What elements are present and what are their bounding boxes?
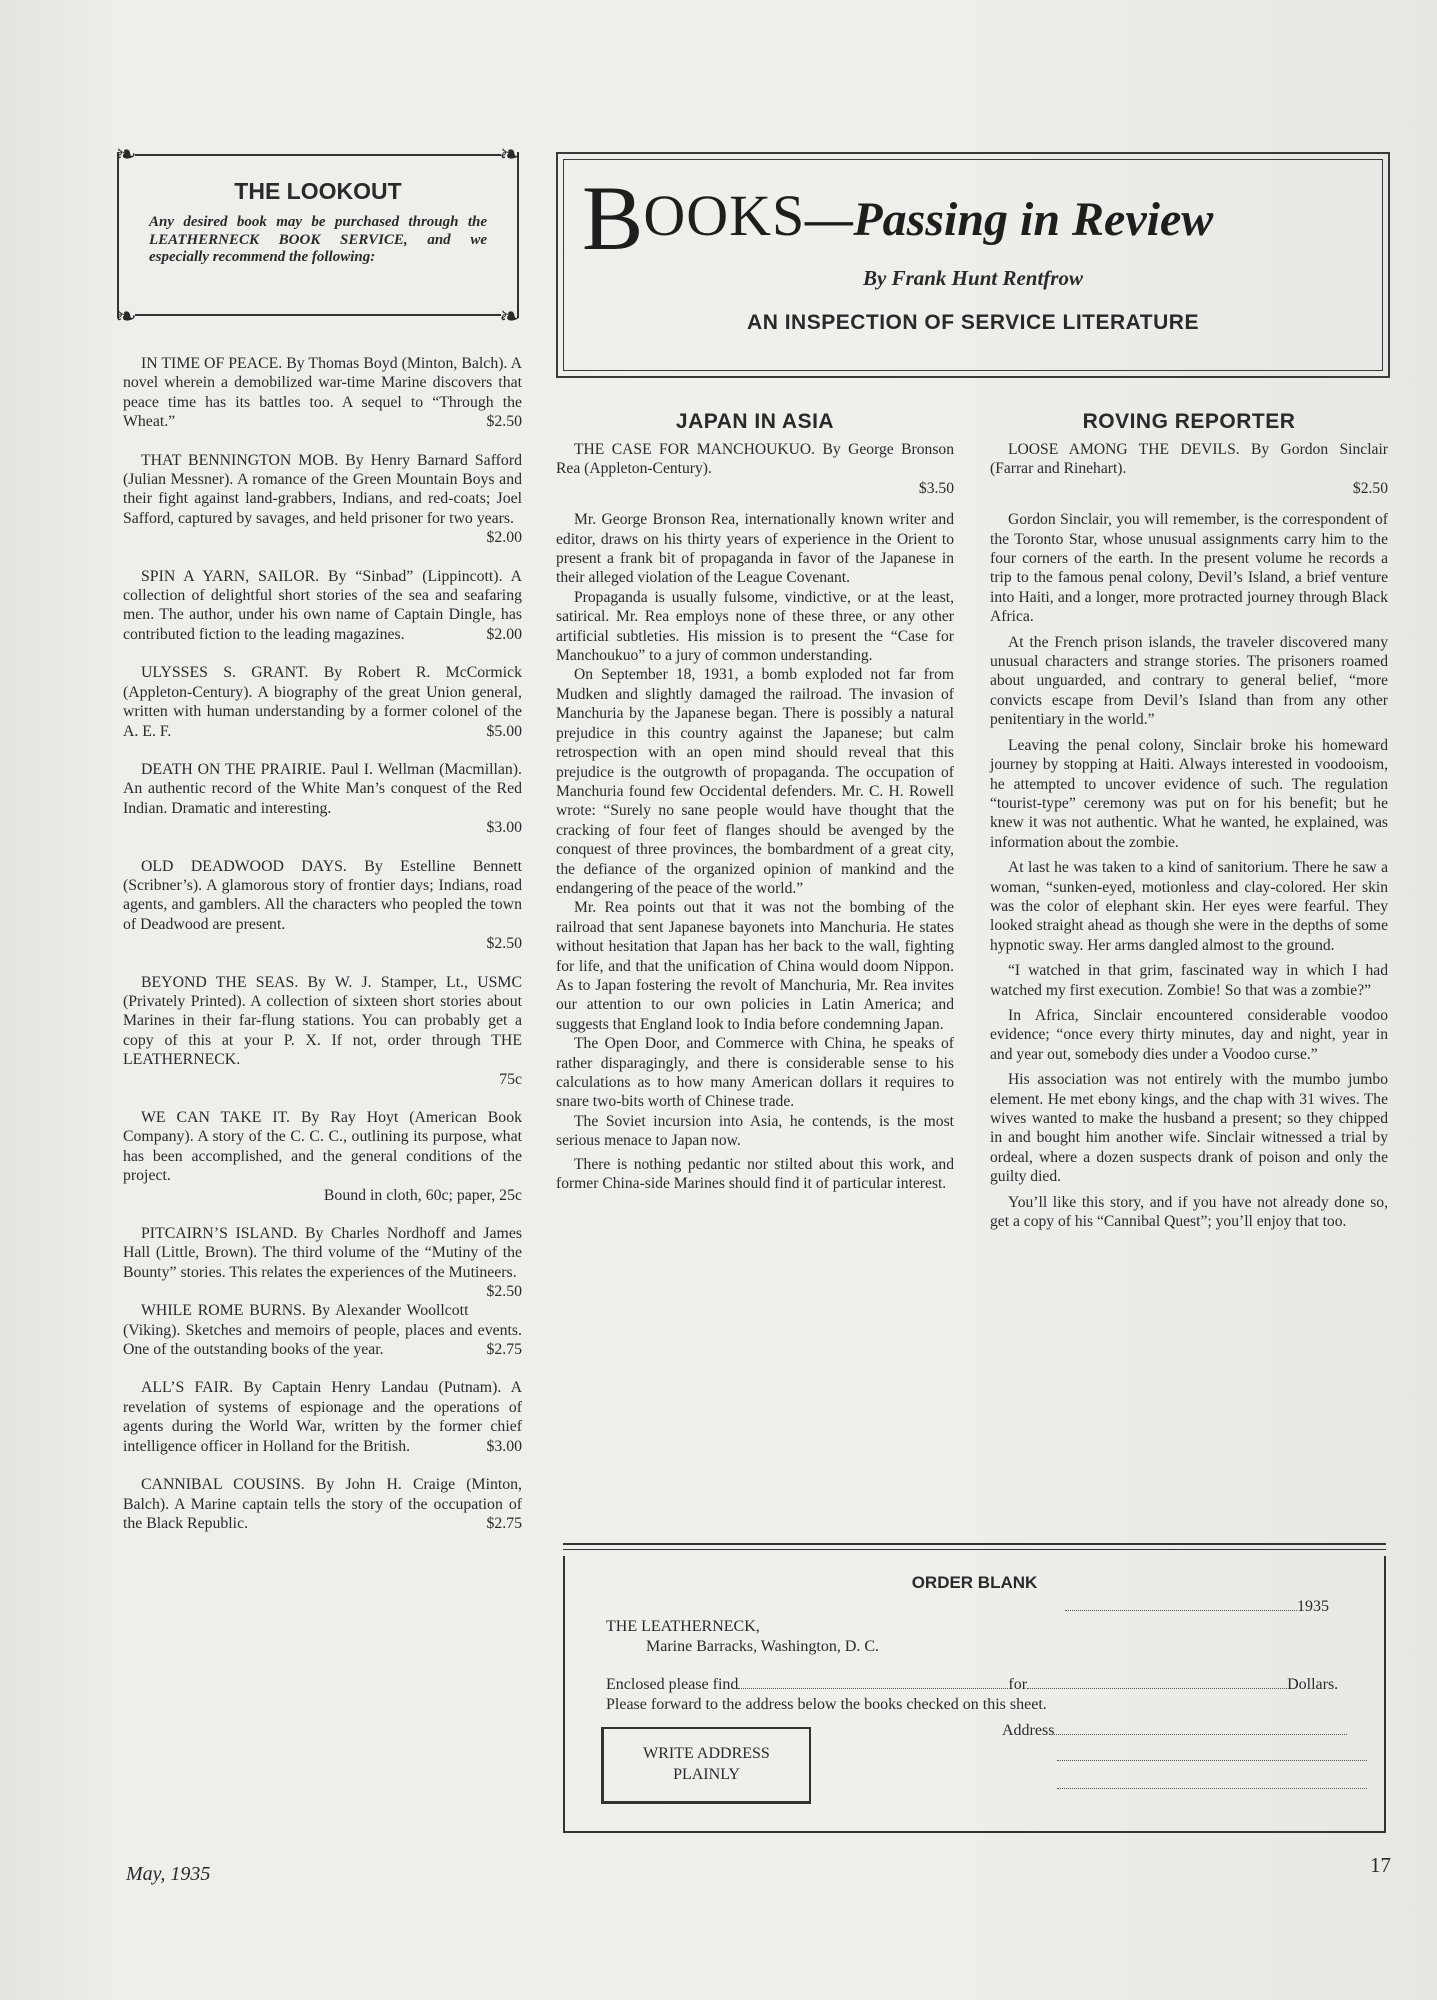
book-entry: SPIN A YARN, SAILOR. By “Sinbad” (Lippincott). A collection of delightful short stories of the sea and seafaring men. The author, under his own name of Captain Dingle, has contributed fiction to the leading magazines. $2.00: [123, 567, 522, 643]
dollars-blank[interactable]: [1027, 1687, 1287, 1689]
ornament-icon: ❧: [115, 302, 137, 332]
ornament-icon: ❧: [499, 302, 521, 332]
review-paragraph: Mr. Rea points out that it was not the bombing of the railroad that sent Japanese bayonets into Manchuria. He states without hesitation that Japan has her back to the wall, fighting for life, and that the unification of China would doom Nippon. As to Japan fostering the revolt of Manchuria, Mr. Rea invites our attention to our own policies in Latin America; and suggests that England look to India before condemning Japan.: [556, 899, 954, 1033]
section-heading: JAPAN IN ASIA: [675, 410, 835, 433]
lookout-book-list: [123, 354, 522, 1552]
book-entry: OLD DEADWOOD DAYS. By Estelline Bennett (Scribner’s). A glamorous story of frontier days; Indians, road agents, and gamblers. All the characters who peopled the town of Deadwood are present. $2.50: [123, 857, 522, 953]
book-citation: LOOSE AMONG THE DEVILS. By Gordon Sinclair (Farrar and Rinehart).: [990, 441, 1388, 478]
address-blank[interactable]: [1057, 1787, 1367, 1789]
address-line[interactable]: Address: [1002, 1722, 1347, 1740]
lookout-box: [115, 140, 521, 332]
banner-title-initial: B: [582, 167, 644, 269]
address-blank[interactable]: [1057, 1759, 1367, 1761]
book-entry: PITCAIRN’S ISLAND. By Charles Nordhoff and James Hall (Little, Brown). The third volume of the “Mutiny of the Bounty” stories. This relates the experiences of the Mutineers. $2.50: [123, 1225, 522, 1301]
address-blank[interactable]: [1054, 1733, 1347, 1735]
page-number: 17: [1370, 1853, 1391, 1877]
review-paragraph: Leaving the penal colony, Sinclair broke his homeward journey by stopping at Haiti. Always interested in voodooism, he attempted to uncover evidence of such. The regulation “tourist-type” ceremony was put on for his benefit; but he knew it was not authentic. What he wanted, he explained, was information about the zombie.: [990, 736, 1388, 851]
banner-tagline: AN INSPECTION OF SERVICE LITERATURE: [747, 311, 1199, 334]
books-banner: [556, 152, 1390, 378]
order-title: ORDER BLANK: [911, 1573, 1038, 1592]
lookout-title: THE LOOKOUT: [234, 178, 402, 204]
review-paragraph: On September 18, 1931, a bomb exploded not far from Mudken and slightly damaged the railroad. The invasion of Manchuria by the Japanese began. There is possibly a natural prejudice in this country against the Japanese; but calm retrospection with an open mind should reveal that this prejudice is the outgrowth of propaganda. The occupation of Manchuria found few Occidental defenders. Mr. C. H. Rowell wrote: “Surely no sane people would have thought that the cracking of four feet of flanges should be avenged by the conquest of three provinces, the bombardment of a great city, the defiance of the organized opinion of mankind and the endangering of the peace of the world.”: [556, 666, 954, 897]
order-divider: [563, 1549, 1386, 1550]
book-entry: CANNIBAL COUSINS. By John H. Craige (Minton, Balch). A Marine captain tells the story of the occupation of the Black Republic. $2.75: [123, 1476, 522, 1532]
order-blank[interactable]: [563, 1556, 1386, 1833]
book-entry: ULYSSES S. GRANT. By Robert R. McCormick (Appleton-Century). A biography of the great Union general, written with human understanding by a former colonel of the A. E. F. $5.00: [123, 664, 522, 740]
book-citation: THE CASE FOR MANCHOUKUO. By George Bronson Rea (Appleton-Century).: [556, 441, 954, 478]
book-price: $2.50: [1352, 479, 1388, 497]
review-paragraph: His association was not entirely with the mumbo jumbo element. He met ebony kings, and the chap with 31 wives. The wives wanted to make the husband a present; so they chipped in and bought him another wife. Sinclair witnessed a trial by ordeal, where a dozen suspects drank of poison and only the guilty died.: [990, 1071, 1388, 1186]
banner-title-rest: OOKS: [643, 183, 806, 248]
write-address-box: WRITE ADDRESS PLAINLY: [601, 1727, 811, 1804]
book-entry: DEATH ON THE PRAIRIE. Paul I. Wellman (Macmillan). An authentic record of the White Man’s conquest of the Red Indian. Dramatic and interesting. $3.00: [123, 760, 522, 837]
order-addressee-sub: Marine Barracks, Washington, D. C.: [646, 1638, 880, 1655]
order-forward-text: Please forward to the address below the books checked on this sheet.: [606, 1696, 1047, 1713]
book-entry: IN TIME OF PEACE. By Thomas Boyd (Minton, Balch). A novel wherein a demobilized war-time Marine discovers that peace time has its battles too. A sequel to “Through the Wheat.” $2.50: [123, 355, 522, 431]
lookout-intro: Any desired book may be purchased through the LEATHERNECK BOOK SERVICE, and we especially recommend the following:: [149, 214, 487, 265]
review-paragraph: The Open Door, and Commerce with China, he speaks of rather disparagingly, and there is considerable sense to his calculations as to how many American dollars it requires to snare two-bits worth of Chinese trade.: [556, 1035, 954, 1111]
review-paragraph: In Africa, Sinclair encountered considerable voodoo evidence; “once every thirty minutes, day and night, year in and year out, somebody dies under a Voodoo curse.”: [990, 1006, 1388, 1063]
book-entry: THAT BENNINGTON MOB. By Henry Barnard Safford (Julian Messner). A romance of the Green Mountain Boys and their fight against land-grabbers, Indians, and red-coats; Joel Safford, captured by savages, and held prisoner for two years. $2.00: [123, 451, 522, 547]
section-heading: ROVING REPORTER: [1082, 410, 1296, 433]
banner-byline: By Frank Hunt Rentfrow: [863, 266, 1083, 290]
review-paragraph: You’ll like this story, and if you have not already done so, get a copy of his “Cannibal Quest”; you’ll enjoy that too.: [990, 1193, 1388, 1231]
review-paragraph: “I watched in that grim, fascinated way in which I had watched my first execution. Zombie! So that was a zombie?”: [990, 962, 1388, 999]
amount-blank[interactable]: [738, 1687, 1008, 1689]
review-paragraph: Propaganda is usually fulsome, vindictive, or at the least, satirical. Mr. Rea employs none of these three, or any other artificial subtleties. His mission is to present the “Case for Manchoukuo” to a jury of common understanding.: [556, 588, 954, 665]
book-entry: BEYOND THE SEAS. By W. J. Stamper, Lt., USMC (Privately Printed). A collection of sixteen short stories about Marines in their far-flung stations. You can probably get a copy of this at your P. X. If not, order through THE LEATHERNECK. 75c: [123, 973, 522, 1088]
book-entry: ALL’S FAIR. By Captain Henry Landau (Putnam). A revelation of systems of espionage and the operations of agents during the World War, written by the former chief intelligence officer in Holland for the British. $3.00: [123, 1379, 522, 1455]
banner-title-sub: —Passing in Review: [805, 193, 1214, 246]
review-paragraph: Gordon Sinclair, you will remember, is the correspondent of the Toronto Star, whose unusual assignments carry him to the four corners of the earth. In the present volume he records a trip to the famous penal colony, Devil’s Island, a brief venture into Haiti, and a longer, more protracted journey through Black Africa.: [990, 511, 1388, 626]
issue-date: May, 1935: [126, 1863, 211, 1885]
japan-in-asia-column: [556, 410, 954, 1193]
banner-title: [582, 167, 1214, 269]
order-divider: [563, 1543, 1386, 1545]
book-price: $3.50: [918, 479, 954, 497]
ornament-icon: ❧: [499, 140, 521, 170]
address-line[interactable]: [1057, 1776, 1367, 1794]
address-line[interactable]: [1057, 1748, 1367, 1766]
order-date-line[interactable]: [1065, 1598, 1329, 1616]
review-paragraph: The Soviet incursion into Asia, he contends, is the most serious menace to Japan now.: [556, 1112, 954, 1150]
order-enclosed-line[interactable]: Enclosed please find for Dollars.: [606, 1676, 1339, 1693]
review-paragraph: At the French prison islands, the traveler discovered many unusual characters and strange stories. The prisoners roamed about unguarded, and contrary to general belief, “more convicts escape from Devil’s Island than from any other penitentiary in the world.”: [990, 633, 1388, 729]
book-entry: WE CAN TAKE IT. By Ray Hoyt (American Book Company). A story of the C. C. C., outlining its purpose, what has been accomplished, and the general conditions of the project. Bound in cloth, 60c; paper, 25c: [123, 1109, 522, 1204]
date-blank[interactable]: [1065, 1609, 1297, 1611]
review-paragraph: At last he was taken to a kind of sanitorium. There he saw a woman, “sunken-eyed, motionless and clay-colored. Her skin was the color of elephant skin. Her eyes were fearful. They looked straight ahead as though she were in the depths of some hypnotic sway. Her arms dangled almost to the ground.: [990, 859, 1388, 954]
review-paragraph: There is nothing pedantic nor stilted about this work, and former China-side Marines should find it of particular interest.: [556, 1155, 954, 1193]
review-paragraph: Mr. George Bronson Rea, internationally known writer and editor, draws on his thirty years of experience in the Orient to present a frank bit of propaganda in favor of the Japanese in their alleged violation of the League Covenant.: [556, 511, 954, 587]
roving-reporter-column: [990, 410, 1388, 1231]
book-entry: WHILE ROME BURNS. By Alexander Woollcott (Viking). Sketches and memoirs of people, places and events. One of the outstanding books of the year. $2.75: [123, 1302, 522, 1359]
order-addressee: THE LEATHERNECK,: [606, 1618, 760, 1635]
ornament-icon: ❧: [115, 140, 137, 170]
order-year: 1935: [1297, 1598, 1329, 1615]
